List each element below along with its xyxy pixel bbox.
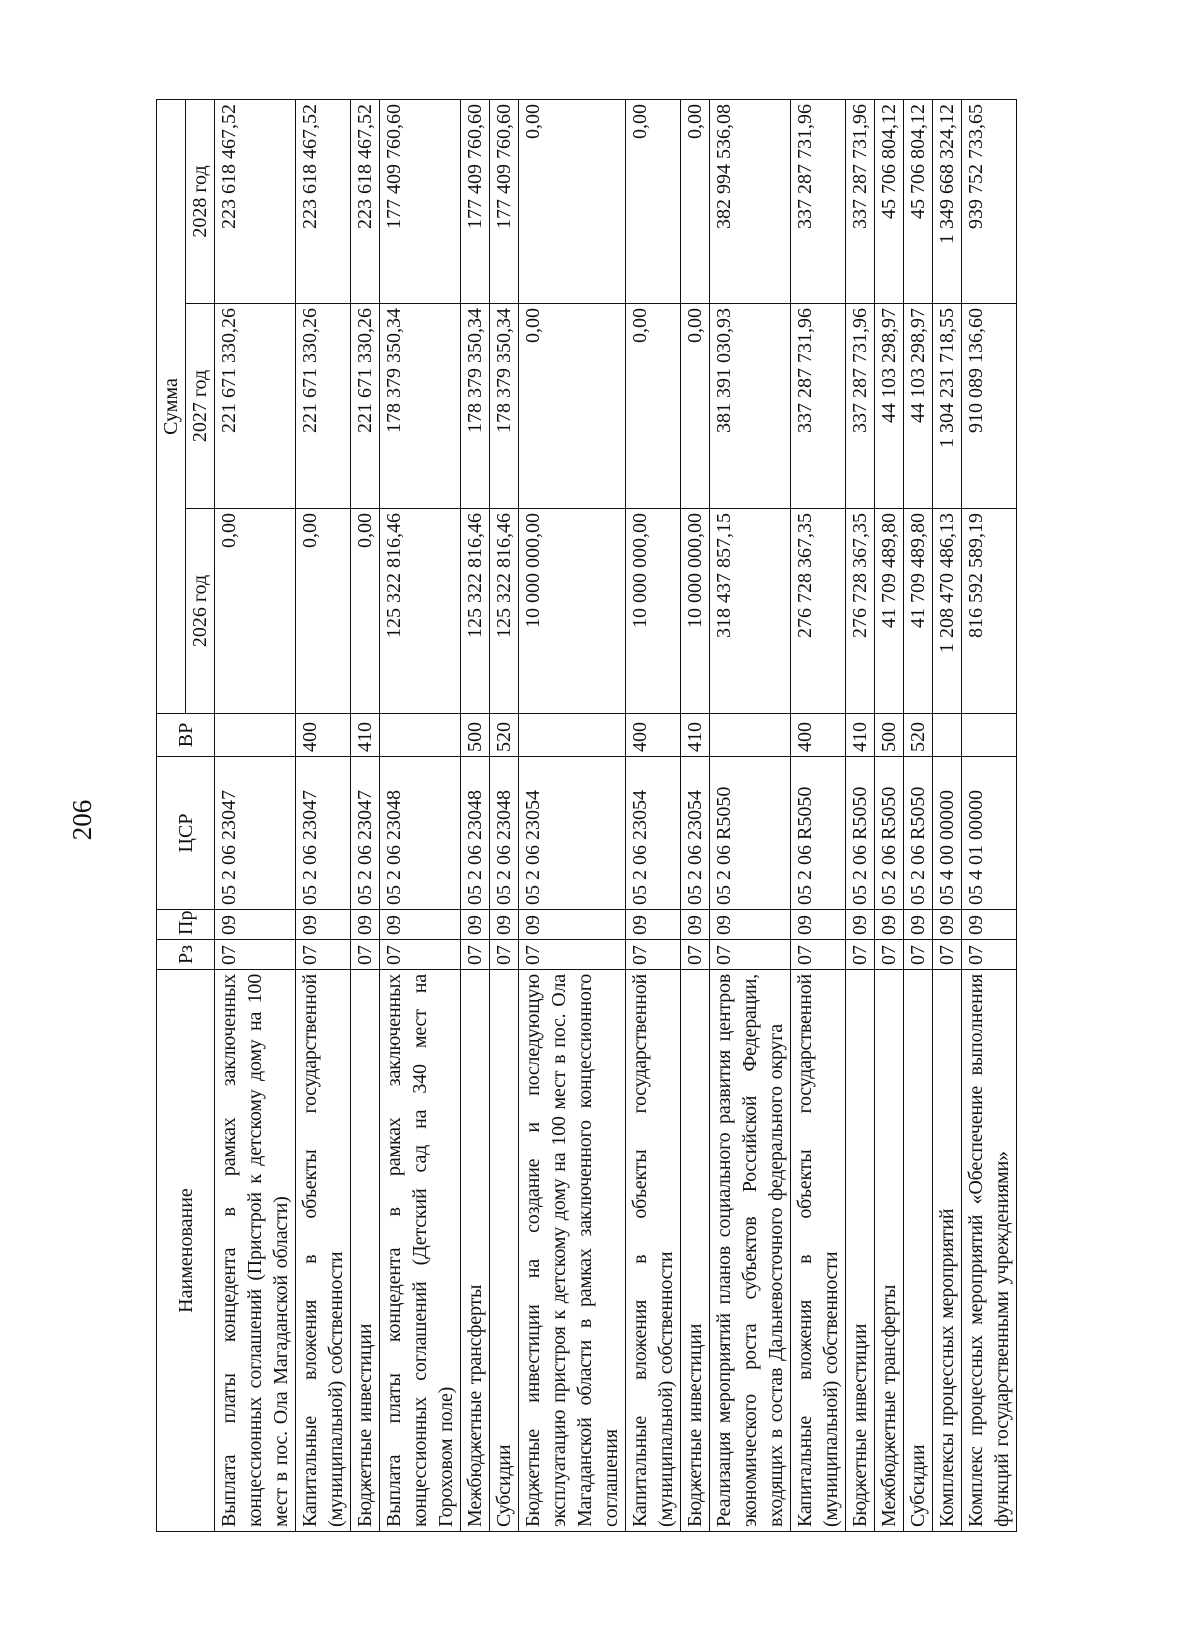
cell-csr: 05 2 06 R5050 (875, 757, 904, 910)
header-name: Наименование (157, 970, 215, 1532)
cell-name: Бюджетные инвестиции (846, 970, 875, 1532)
cell-name: Межбюджетные трансферты (461, 970, 490, 1532)
cell-sum-2027: 0,00 (681, 304, 710, 509)
cell-pr: 09 (626, 910, 681, 940)
cell-vr: 500 (461, 714, 490, 757)
cell-sum-2027: 381 391 030,93 (710, 304, 791, 509)
cell-sum-2026: 125 322 816,46 (461, 509, 490, 714)
cell-rz: 07 (846, 940, 875, 970)
cell-vr: 500 (875, 714, 904, 757)
cell-name: Межбюджетные трансферты (875, 970, 904, 1532)
cell-sum-2026: 10 000 000,00 (681, 509, 710, 714)
cell-name: Комплексы процессных мероприятий (933, 970, 962, 1532)
table-row (296, 99, 351, 1531)
header-sum: Сумма (157, 99, 186, 713)
cell-csr: 05 2 06 R5050 (710, 757, 791, 910)
cell-sum-2028: 337 287 731,96 (846, 99, 875, 303)
cell-sum-2026: 125 322 816,46 (380, 509, 461, 714)
table-row (681, 99, 710, 1531)
cell-pr: 09 (904, 910, 933, 940)
cell-sum-2028: 0,00 (626, 99, 681, 303)
table-row (626, 99, 681, 1531)
cell-sum-2028: 223 618 467,52 (215, 99, 296, 303)
cell-csr: 05 2 06 R5050 (791, 757, 846, 910)
header-csr: ЦСР (157, 757, 215, 910)
cell-rz: 07 (875, 940, 904, 970)
cell-rz: 07 (791, 940, 846, 970)
cell-sum-2026: 0,00 (215, 509, 296, 714)
cell-rz: 07 (461, 940, 490, 970)
cell-sum-2028: 939 752 733,65 (962, 99, 1017, 303)
cell-sum-2028: 382 994 536,08 (710, 99, 791, 303)
table-row (791, 99, 846, 1531)
cell-name: Бюджетные инвестиции (681, 970, 710, 1532)
cell-rz: 07 (962, 940, 1017, 970)
cell-pr: 09 (461, 910, 490, 940)
cell-sum-2026: 10 000 000,00 (519, 509, 626, 714)
cell-sum-2028: 0,00 (681, 99, 710, 303)
cell-pr: 09 (846, 910, 875, 940)
cell-sum-2026: 41 709 489,80 (904, 509, 933, 714)
cell-pr: 09 (681, 910, 710, 940)
cell-sum-2027: 178 379 350,34 (490, 304, 519, 509)
cell-vr (519, 714, 626, 757)
cell-sum-2026: 318 437 857,15 (710, 509, 791, 714)
cell-pr: 09 (380, 910, 461, 940)
cell-csr: 05 4 01 00000 (962, 757, 1017, 910)
cell-rz: 07 (933, 940, 962, 970)
cell-sum-2027: 1 304 231 718,55 (933, 304, 962, 509)
cell-sum-2028: 223 618 467,52 (351, 99, 380, 303)
cell-sum-2027: 221 671 330,26 (351, 304, 380, 509)
cell-name: Субсидии (490, 970, 519, 1532)
cell-sum-2027: 0,00 (519, 304, 626, 509)
cell-csr: 05 2 06 23047 (215, 757, 296, 910)
cell-csr: 05 4 00 00000 (933, 757, 962, 910)
cell-vr (933, 714, 962, 757)
cell-csr: 05 2 06 23054 (681, 757, 710, 910)
cell-name: Субсидии (904, 970, 933, 1532)
cell-sum-2027: 337 287 731,96 (791, 304, 846, 509)
page-number: 206 (66, 799, 97, 841)
cell-vr (215, 714, 296, 757)
cell-sum-2027: 178 379 350,34 (461, 304, 490, 509)
cell-rz: 07 (681, 940, 710, 970)
cell-sum-2027: 44 103 298,97 (875, 304, 904, 509)
cell-csr: 05 2 06 23047 (351, 757, 380, 910)
table-row (351, 99, 380, 1531)
cell-pr: 09 (962, 910, 1017, 940)
cell-sum-2026: 276 728 367,35 (846, 509, 875, 714)
cell-name: Капитальные вложения в объекты государственной (муниципальной) собственности (791, 970, 846, 1532)
table-row (904, 99, 933, 1531)
cell-sum-2026: 41 709 489,80 (875, 509, 904, 714)
cell-vr (710, 714, 791, 757)
cell-sum-2027: 337 287 731,96 (846, 304, 875, 509)
cell-name: Реализация мероприятий планов социального развития центров экономического роста субъектов Российской Федерации, входящих в состав Дальневосточного федерального округа (710, 970, 791, 1532)
cell-sum-2028: 1 349 668 324,12 (933, 99, 962, 303)
cell-vr: 410 (351, 714, 380, 757)
cell-csr: 05 2 06 23048 (380, 757, 461, 910)
cell-csr: 05 2 06 23048 (461, 757, 490, 910)
cell-sum-2028: 177 409 760,60 (490, 99, 519, 303)
cell-pr: 09 (875, 910, 904, 940)
header-year-2026: 2026 год (186, 509, 215, 714)
header-pr: Пр (157, 910, 215, 940)
cell-name: Выплата платы концедента в рамках заключенных концессионных соглашений (Детский сад на 340 мест на Гороховом поле) (380, 970, 461, 1532)
cell-sum-2028: 337 287 731,96 (791, 99, 846, 303)
cell-vr (962, 714, 1017, 757)
cell-csr: 05 2 06 23054 (519, 757, 626, 910)
cell-sum-2028: 177 409 760,60 (380, 99, 461, 303)
table-row (380, 99, 461, 1531)
cell-sum-2027: 221 671 330,26 (215, 304, 296, 509)
cell-vr: 400 (626, 714, 681, 757)
cell-pr: 09 (519, 910, 626, 940)
cell-sum-2028: 223 618 467,52 (296, 99, 351, 303)
cell-rz: 07 (296, 940, 351, 970)
cell-rz: 07 (490, 940, 519, 970)
cell-vr: 400 (296, 714, 351, 757)
cell-rz: 07 (710, 940, 791, 970)
header-year-2027: 2027 год (186, 304, 215, 509)
table-row (215, 99, 296, 1531)
cell-sum-2026: 0,00 (351, 509, 380, 714)
budget-table (156, 99, 1017, 1532)
cell-vr: 410 (681, 714, 710, 757)
table-row (461, 99, 490, 1531)
cell-pr: 09 (710, 910, 791, 940)
cell-vr (380, 714, 461, 757)
table-header-row (157, 99, 186, 1531)
cell-pr: 09 (490, 910, 519, 940)
cell-vr: 410 (846, 714, 875, 757)
cell-sum-2026: 1 208 470 486,13 (933, 509, 962, 714)
cell-name: Капитальные вложения в объекты государственной (муниципальной) собственности (296, 970, 351, 1532)
cell-csr: 05 2 06 R5050 (904, 757, 933, 910)
cell-sum-2026: 0,00 (296, 509, 351, 714)
cell-csr: 05 2 06 R5050 (846, 757, 875, 910)
cell-vr: 400 (791, 714, 846, 757)
header-rz: Рз (157, 940, 215, 970)
cell-sum-2027: 178 379 350,34 (380, 304, 461, 509)
cell-csr: 05 2 06 23048 (490, 757, 519, 910)
cell-rz: 07 (904, 940, 933, 970)
table-row (846, 99, 875, 1531)
cell-sum-2027: 221 671 330,26 (296, 304, 351, 509)
cell-pr: 09 (791, 910, 846, 940)
cell-sum-2026: 816 592 589,19 (962, 509, 1017, 714)
cell-csr: 05 2 06 23047 (296, 757, 351, 910)
cell-name: Выплата платы концедента в рамках заключенных концессионных соглашений (Пристрой к детскому дому на 100 мест в пос. Ола Магаданской области) (215, 970, 296, 1532)
cell-sum-2026: 10 000 000,00 (626, 509, 681, 714)
cell-rz: 07 (215, 940, 296, 970)
cell-sum-2027: 910 089 136,60 (962, 304, 1017, 509)
cell-name: Бюджетные инвестиции (351, 970, 380, 1532)
cell-sum-2026: 125 322 816,46 (490, 509, 519, 714)
cell-sum-2028: 177 409 760,60 (461, 99, 490, 303)
cell-name: Бюджетные инвестиции на создание и последующую эксплуатацию пристроя к детскому дому на 100 мест в пос. Ола Магаданской области в рамках заключенного концессионного соглашения (519, 970, 626, 1532)
table-row (490, 99, 519, 1531)
cell-pr: 09 (351, 910, 380, 940)
cell-name: Комплекс процессных мероприятий «Обеспечение выполнения функций государственными учреждениями» (962, 970, 1017, 1532)
cell-pr: 09 (296, 910, 351, 940)
table-row (933, 99, 962, 1531)
cell-rz: 07 (351, 940, 380, 970)
cell-sum-2026: 276 728 367,35 (791, 509, 846, 714)
cell-sum-2028: 45 706 804,12 (904, 99, 933, 303)
table-row (519, 99, 626, 1531)
cell-vr: 520 (904, 714, 933, 757)
table-body (215, 99, 1017, 1531)
rotated-table-wrapper (156, 99, 1017, 1532)
table-row (962, 99, 1017, 1531)
cell-vr: 520 (490, 714, 519, 757)
header-year-2028: 2028 год (186, 99, 215, 303)
cell-sum-2027: 44 103 298,97 (904, 304, 933, 509)
cell-rz: 07 (380, 940, 461, 970)
cell-rz: 07 (519, 940, 626, 970)
table-row (875, 99, 904, 1531)
cell-sum-2028: 0,00 (519, 99, 626, 303)
table-row (710, 99, 791, 1531)
cell-pr: 09 (933, 910, 962, 940)
cell-sum-2028: 45 706 804,12 (875, 99, 904, 303)
cell-pr: 09 (215, 910, 296, 940)
cell-name: Капитальные вложения в объекты государственной (муниципальной) собственности (626, 970, 681, 1532)
cell-sum-2027: 0,00 (626, 304, 681, 509)
cell-csr: 05 2 06 23054 (626, 757, 681, 910)
header-vr: ВР (157, 714, 215, 757)
cell-rz: 07 (626, 940, 681, 970)
